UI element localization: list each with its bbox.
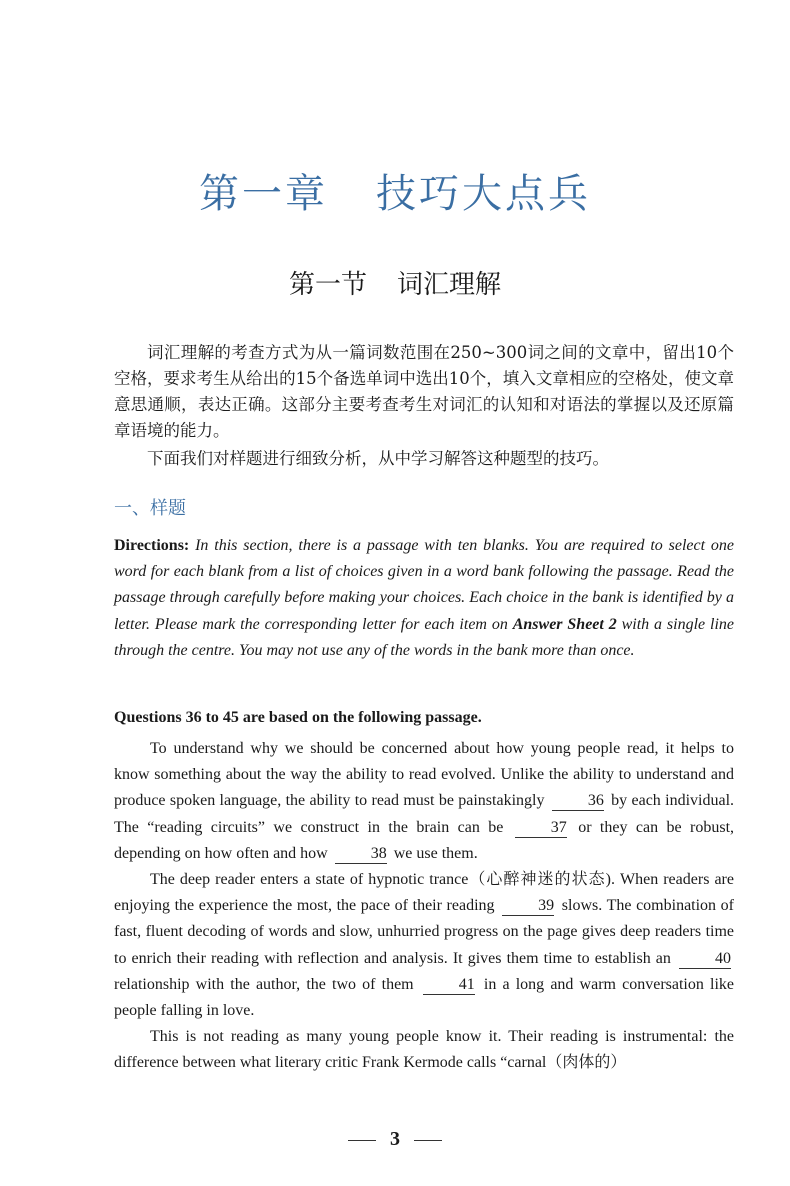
passage: [114, 736, 734, 1077]
page-number-rule-left: [348, 1140, 376, 1141]
intro-paragraph: 词汇理解的考查方式为从一篇词数范围在250~300词之间的文章中，留出10个空格，要求考生从给出的15个备选单词中选出10个，填入文章相应的空格处，使文章意思通顺，表达正确。这部分主要考查考生对词汇的认知和对语法的掌握以及还原篇章语境的能力。: [114, 343, 734, 440]
blank-36: 36: [552, 792, 604, 811]
intro-next-paragraph: 下面我们对样题进行细致分析，从中学习解答这种题型的技巧。: [147, 449, 609, 468]
chapter-number: 第一章: [199, 171, 328, 217]
blank-39: 39: [502, 897, 554, 916]
blank-40: 40: [679, 950, 731, 969]
page-number-rule-right: [414, 1140, 442, 1141]
section-title: [0, 264, 790, 301]
chapter-name: 技巧大点兵: [376, 171, 591, 217]
directions-text-1: In this section, there is a passage with ten blanks. You are required to select one word for each blank from a list of choices given in a word bank following the passage. Read the passage through carefully before making your choices. Each choice in the bank is identified by a letter. Please mark the corresponding letter for each item on: [114, 537, 734, 633]
passage-paragraph-1: To understand why we should be concerned about how young people read, it helps to know something about the way the ability to read evolved. Unlike the ability to understand and produce spoken language, the ability to read must be painstakingly 36 by each individual. The “reading circuits” we construct in the brain can be 37 or they can be robust, depending on how often and how 38 we use them.: [114, 740, 735, 862]
answer-sheet-label: Answer Sheet 2: [512, 615, 617, 633]
passage-paragraph-3: This is not reading as many young people know it. Their reading is instrumental: the difference between what literary critic Frank Kermode calls “carnal（肉体的）: [114, 1028, 734, 1072]
page-number-value: 3: [390, 1128, 400, 1150]
chapter-title: [0, 162, 790, 219]
page-number: [0, 1128, 790, 1151]
directions-text-2: with a single line through the centre. You may not use any of the words in the bank more than once.: [114, 615, 734, 659]
questions-heading: Questions 36 to 45 are based on the following passage.: [114, 709, 482, 726]
blank-41: 41: [423, 976, 475, 995]
blank-38: 38: [335, 845, 387, 864]
blank-37: 37: [515, 819, 567, 838]
section-name: 词汇理解: [397, 270, 502, 300]
passage-paragraph-2: The deep reader enters a state of hypnotic trance（心醉神迷的状态). When readers are enjoying the experience the most, the pace of their reading 39 slows. The combination of fast, fluent decoding of words and slow, unhurried progress on the page gives deep readers time to enrich their reading with reflection and analysis. It gives them time to establish an 40 relationship with the author, the two of them 41 in a long and warm conversation like people falling in love.: [114, 871, 735, 1020]
section-number: 第一节: [288, 270, 367, 300]
sample-heading: 一、样题: [114, 498, 186, 519]
directions-paragraph: [114, 533, 734, 664]
directions-label: Directions:: [114, 537, 190, 554]
